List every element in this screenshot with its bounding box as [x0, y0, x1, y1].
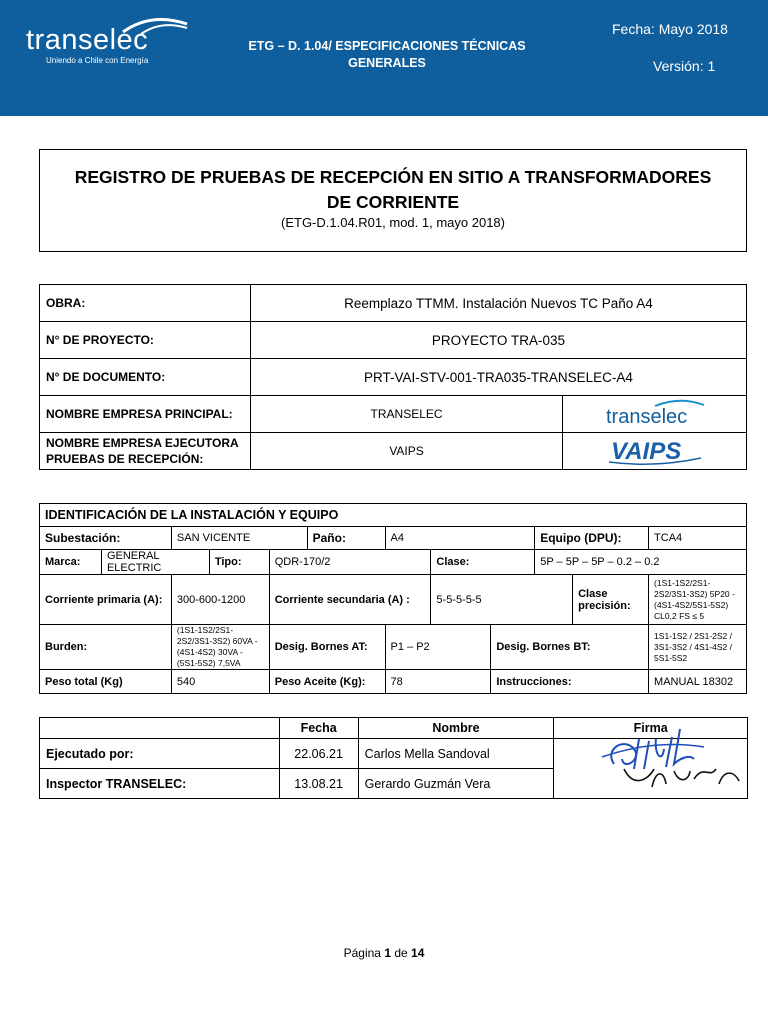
document-number-label: N° DE DOCUMENTO: [40, 359, 251, 396]
equipo-label: Equipo (DPU): [535, 527, 649, 550]
burden-label: Burden: [40, 625, 172, 670]
obra-value: Reemplazo TTMM. Instalación Nuevos TC Paño A4 [250, 285, 746, 322]
total-weight-value: 540 [171, 670, 269, 694]
table-row [40, 433, 747, 470]
marca-value: GENERAL ELECTRIC [101, 550, 209, 575]
equipment-header: IDENTIFICACIÓN DE LA INSTALACIÓN Y EQUIPO [40, 504, 747, 527]
footer-total-pages: 14 [411, 946, 425, 960]
document-series-title: ETG – D. 1.04/ ESPECIFICACIONES TÉCNICAS GENERALES [248, 39, 526, 70]
bornes-bt-value: 1S1-1S2 / 2S1-2S2 / 3S1-3S2 / 4S1-4S2 / 5S1-5S2 [649, 625, 747, 670]
secondary-current-label: Corriente secundaria (A) : [269, 575, 431, 625]
bornes-at-label: Desig. Bornes AT: [269, 625, 385, 670]
equipo-value: TCA4 [649, 527, 747, 550]
table-row [40, 575, 747, 625]
principal-company-label: NOMBRE EMPRESA PRINCIPAL: [40, 396, 251, 433]
table-row [40, 504, 747, 527]
footer-page-number: 1 [384, 946, 391, 960]
table-row [40, 396, 747, 433]
transelec-logo-text: transelec [605, 405, 687, 428]
precision-class-value: (1S1-1S2/2S1-2S2/3S1-3S2) 5P20 - (4S1-4S2/5S1-5S2) CL0,2 FS ≤ 5 [649, 575, 747, 625]
project-info-table [39, 284, 747, 470]
primary-current-value: 300-600-1200 [171, 575, 269, 625]
burden-value: (1S1-1S2/2S1-2S2/3S1-3S2) 60VA - (4S1-4S2) 30VA - (5S1-5S2) 7,5VA [171, 625, 269, 670]
tipo-value: QDR-170/2 [269, 550, 431, 575]
primary-current-label: Corriente primaria (A): [40, 575, 172, 625]
executor-company-value: VAIPS [250, 433, 562, 470]
clase-label: Clase: [431, 550, 535, 575]
logo-wordmark: transelec [26, 24, 149, 56]
page-footer [0, 946, 768, 960]
signature-cell [554, 739, 748, 799]
vaips-company-logo [563, 433, 747, 470]
table-row [40, 625, 747, 670]
inspector-label: Inspector TRANSELEC: [40, 769, 280, 799]
vaips-logo-icon [605, 434, 705, 466]
date-column-header: Fecha [279, 718, 358, 739]
page-title: REGISTRO DE PRUEBAS DE RECEPCIÓN EN SITIO A TRANSFORMADORES DE CORRIENTE [74, 167, 712, 212]
inspector-name: Gerardo Guzmán Vera [358, 769, 554, 799]
clase-value: 5P – 5P – 5P – 0.2 – 0.2 [535, 550, 747, 575]
oil-weight-value: 78 [385, 670, 491, 694]
principal-company-value: TRANSELEC [250, 396, 562, 433]
footer-of: de [394, 946, 408, 960]
inspector-date: 13.08.21 [279, 769, 358, 799]
header-date: Fecha: Mayo 2018 [612, 21, 728, 37]
substation-label: Subestación: [40, 527, 172, 550]
table-row [40, 322, 747, 359]
transelec-logo-icon [600, 398, 710, 428]
logo-tagline: Uniendo a Chile con Energía [46, 56, 149, 65]
tipo-label: Tipo: [209, 550, 269, 575]
transelec-company-logo [563, 396, 747, 433]
secondary-current-value: 5-5-5-5-5 [431, 575, 573, 625]
transelec-logo [26, 14, 186, 70]
marca-label: Marca: [40, 550, 102, 575]
instructions-label: Instrucciones: [491, 670, 649, 694]
name-column-header: Nombre [358, 718, 554, 739]
pano-value: A4 [385, 527, 535, 550]
table-row [40, 527, 747, 550]
table-row [40, 285, 747, 322]
vaips-logo-text: VAIPS [610, 437, 681, 465]
project-number-label: N° DE PROYECTO: [40, 322, 251, 359]
project-number-value: PROYECTO TRA-035 [250, 322, 746, 359]
executor-company-label: NOMBRE EMPRESA EJECUTORA PRUEBAS DE RECEPCIÓN: [40, 433, 251, 470]
instructions-value: MANUAL 18302 [649, 670, 747, 694]
bornes-at-value: P1 – P2 [385, 625, 491, 670]
table-row [40, 670, 747, 694]
executed-by-label: Ejecutado por: [40, 739, 280, 769]
equipment-table [39, 503, 747, 694]
table-row [40, 550, 747, 575]
table-row [40, 359, 747, 396]
handwritten-signatures [594, 709, 768, 789]
footer-prefix: Página [343, 946, 381, 960]
header-version: Versión: 1 [653, 58, 716, 74]
total-weight-label: Peso total (Kg) [40, 670, 172, 694]
document-number-value: PRT-VAI-STV-001-TRA035-TRANSELEC-A4 [250, 359, 746, 396]
obra-label: OBRA: [40, 285, 251, 322]
page-subtitle: (ETG-D.1.04.R01, mod. 1, mayo 2018) [281, 215, 505, 230]
title-box [39, 149, 747, 252]
signature-column-header: Firma [554, 718, 748, 739]
executed-date: 22.06.21 [279, 739, 358, 769]
signature-table [39, 717, 748, 799]
bornes-bt-label: Desig. Bornes BT: [491, 625, 649, 670]
precision-class-label: Clase precisión: [573, 575, 649, 625]
executed-name: Carlos Mella Sandoval [358, 739, 554, 769]
oil-weight-label: Peso Aceite (Kg): [269, 670, 385, 694]
table-row [40, 739, 748, 769]
pano-label: Paño: [307, 527, 385, 550]
substation-value: SAN VICENTE [171, 527, 307, 550]
header-band [0, 0, 768, 116]
